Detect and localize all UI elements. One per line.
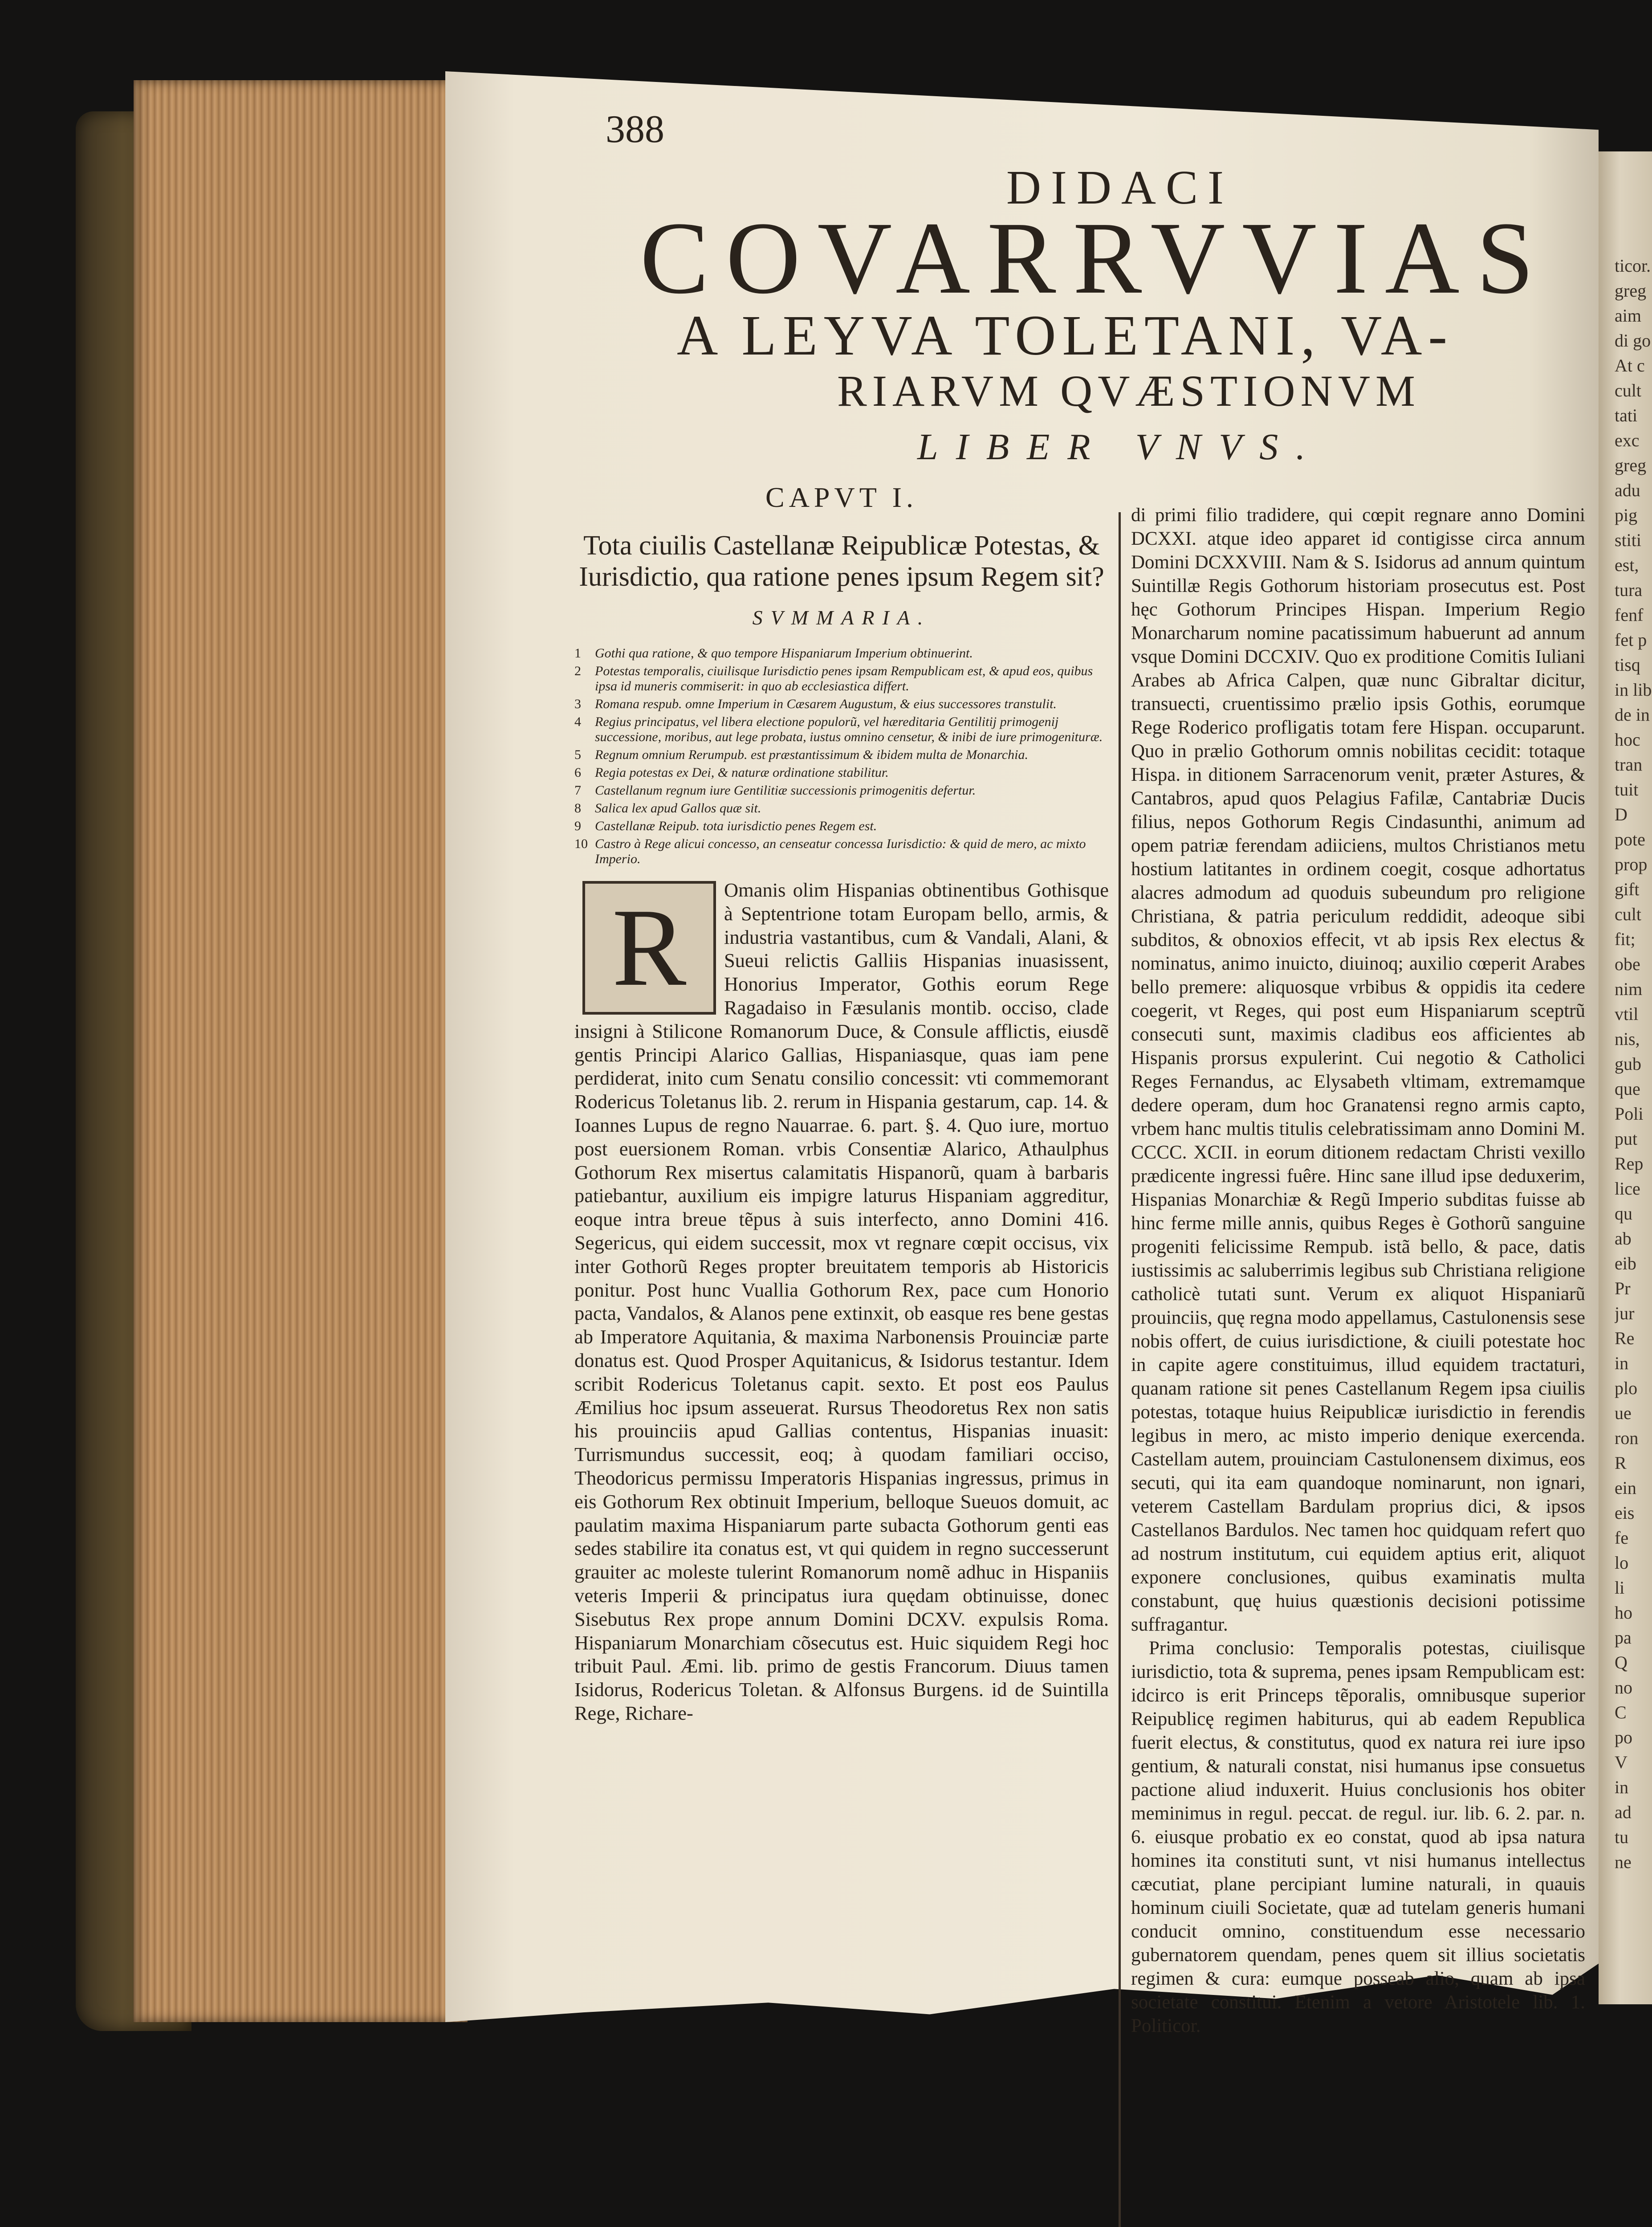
next-page-fragment: greg [1615,455,1647,475]
summaria-number: 9 [574,819,581,833]
next-page-fragment: C [1615,1702,1627,1722]
next-page-fragment: prop [1615,854,1648,874]
next-page-fragment: gift [1615,879,1640,899]
next-page-fragment: nis, [1615,1029,1640,1049]
next-page-fragment: ne [1615,1852,1632,1872]
next-page-fragment: no [1615,1677,1632,1697]
summaria-number: 1 [574,646,581,661]
next-page-fragment: aim [1615,306,1641,326]
next-page-fragment: pote [1615,829,1645,849]
next-page-edge [1599,151,1652,2004]
next-page-fragment: di go [1615,330,1651,351]
column-divider [1119,512,1121,2227]
summaria-heading: SVMMARIA. [752,606,931,629]
title-line-2: A LEYVA TOLETANI, VA- [677,304,1453,367]
summaria-item [574,783,1109,798]
next-page-fragment: fenf [1615,605,1644,625]
next-page-fragment: est, [1615,555,1639,575]
body-paragraph-right: di primi filio tradidere, qui cœpit regnare anno Domini DCXXI. atque ideo apparet id contigisse circa annum Domini DCXXVIII. Nam & S. Isidorus ad annum quintum Suintillæ Regis Gothorum historiam prosecutus est. Post hęc Gothorum Principes Hispan. Imperium Regio Monarcharum nomine pacatissimum habuerunt ad annum vsque Domini DCCXIV. Quo ex proditione Comitis Iuliani Arabes ab Africa Calpen, quæ nunc Gibraltar dicitur, transuecti, cruentissimo prælio ipsis Gothis, eorumque Rege Roderico profligatis totam fere Hispan. occuparunt. Quo in prælio Gothorum omnis nobilitas cecidit: totaque Hispa. in ditionem Sarracenorum venit, præter Astures, & Cantabros, apud quos Pelagius Fafilæ, Cantabriæ Ducis filius, nepos Gothorum Regis Cindasunthi, animum ad opem patriæ ferendam adiiciens, multos Christianos metu hostium latitantes in ordinem coegit, cosque adhortatus alacres admodum ad quoduis subeundum pro religione Christiana, & patria periculum reddidit, adeoque sibi subditos, & obnoxios effecit, vt ab ipsis Rex electus & nominatus, animo inuicto, diuinoq; auxilio cœperit Arabes bello premere: aliquosque vrbibus & oppidis ita cedere coegerit, vt Reges, qui post eum Hispaniarum sceptrũ consecuti sunt, maximis cladibus eos afficientes ab Hispanis prorsus expulerint. Cui negotio & Catholici Reges Fernandus, ac Elysabeth vltimam, extremamque dedere operam, dum hoc Granatensi regno armis capto, vrbem hanc multis titulis celebratissimam anno Domini M. CCCC. XCII. in eorum ditionem redactam Christi vexillo prædicente ingressi fuêre. Hinc sane illud ipse deduxerim, Hispanias Monarchiæ & Regũ Imperio subditas fuisse ab hinc ferme mille annis, quibus Reges è Gothorũ sanguine progeniti felicissime Rempub. istã bello, & pace, datis iustissimis ac saluberrimis legibus sub Christiana religione catholicè tutati sunt. Verum ex aliquot Hispaniarũ prouinciis, quę regna modo appellamus, Castulonensis sese nobis offert, de cuius iurisdictione, & ciuili potestate hoc in capite agere constituimus, illud equidem tractaturi, quanam ratione sit penes Castellanum Regem ipsa ciuilis potestas, totaque huius Reipublicæ iurisdictio in ferendis legibus in mero, ac misto imperio denique exercenda. Castellam autem, prouinciam Castulonensem diximus, eos secuti, qui ita eam quandoque nominarunt, non ignari, veterem Castellam Bardulam proprius dici, & ipsos Castellanos Bardulos. Nec tamen hoc quidquam refert quo ad nostrum institutum, cui equidem aptius erit, aliquot exponere conclusiones, quibus examinatis multa constabunt, quę huius quæstionis decisioni potissime suffragantur. [1131,505,1585,1635]
next-page-fragment: ein [1615,1478,1636,1498]
next-page-fragment: fet p [1615,630,1647,650]
summaria-text: Regia potestas ex Dei, & naturæ ordinatione stabilitur. [595,765,889,780]
body-text-left [574,878,1109,1725]
next-page-fragment: li [1615,1578,1625,1598]
next-page-fragment: plo [1615,1378,1638,1398]
next-page-fragment: in lib [1615,680,1652,700]
summaria-number: 7 [574,783,581,798]
next-page-fragment: stiti [1615,530,1642,550]
next-page-fragment: eib [1615,1253,1636,1273]
next-page-fragment: nim [1615,979,1643,999]
summaria-number: 10 [574,836,588,851]
next-page-fragment: hoc [1615,730,1640,750]
summaria-text: Regnum omnium Rerumpub. est præstantissimum & ibidem multa de Monarchia. [595,747,1028,762]
chapter-number: CAPVT I. [765,481,918,513]
next-page-fragment: exc [1615,430,1640,450]
title-author-forename: DIDACI [1006,161,1233,214]
next-page-fragment: ue [1615,1403,1632,1423]
next-page-fragment: gub [1615,1054,1641,1074]
next-page-fragment: tuit [1615,779,1639,799]
next-page-fragment: adu [1615,480,1640,500]
next-page-fragment: Rep [1615,1154,1644,1174]
next-page-fragment: Poli [1615,1104,1644,1124]
next-page-fragment: Pr [1615,1278,1631,1298]
summaria-number: 5 [574,747,581,762]
summaria-text: Salica lex apud Gallos quæ sit. [595,801,761,816]
summaria-item [574,646,1109,661]
next-page-fragment: de in [1615,705,1650,725]
next-page-fragment: ad [1615,1802,1632,1822]
right-column [1131,503,1585,2038]
next-page-fragment: greg [1615,281,1647,301]
summaria-item [574,714,1109,745]
next-page-fragment: ron [1615,1428,1639,1448]
next-page-fragment: ho [1615,1603,1632,1623]
next-page-fragment: At c [1615,355,1645,375]
next-page-fragment: pa [1615,1627,1632,1648]
next-page-fragment: fe [1615,1528,1629,1548]
body-paragraph-left: Omanis olim Hispanias obtinentibus Gothisque à Septentrione totam Europam bello, armis, & industria vastantibus, cum & Vandali, Alani, & Sueui relictis Galliis Hispanias inuasissent, Honorius Imperator, Gothis eorum Rege Ragadaiso in Fæsulanis montib. occiso, clade insigni à Stilicone Romanorum Duce, & Consule afflictis, eiusdẽ gentis Principi Alarico Gallias, Hispaniasque, quas iam pene perdiderat, inito cum Senatu consilio concessit: vti commemorant Rodericus Toletanus lib. 2. rerum in Hispania gestarum, cap. 14. & Ioannes Lupus de regno Nauarrae. 6. part. §. 4. Quo iure, mortuo post euersionem Roman. vrbis Consentiæ Alarico, Athaulphus Gothorum Rex misertus calamitatis Hispanorũ, quam à barbaris patiebantur, auxilium eis impigre laturus Hispaniam aggreditur, eoque intra breue tẽpus à suis interfecto, anno Domini 416. Segericus, qui eidem successit, mox vt regnare cœpit occisus, vix inter Gothorũ Reges propter breuitatem temporis ab Historicis ponitur. Post hunc Vuallia Gothorum Rex, pace cum Honorio pacta, Vandalos, & Alanos pene extinxit, ob easque res bene gestas ab Imperatore Aquitania, & maxima Narbonensis Prouinciæ parte donatus est. Quod Prosper Aquitanicus, & Isidorus testantur. Idem scribit Rodericus Toletanus capit. sexto. Et post eos Paulus Æmilius hoc ipsum asseuerat. Rursus Theodoretus Rex non satis his prouinciis apud Gallias contentus, Hispanias inuasit: Turrismundus successit, eoq; à quodam familiari occiso, Theodoricus permissu Imperatoris Hispanias ingressus, primus in eis Gothorum Rex obtinuit Imperium, belloque Sueuos domuit, ac paulatim maxima Hispaniarum parte subacta Gothorum genti eas sedes stabilire ita conatus est, vt qui quidem in regno successerunt grauiter ac moleste tulerint Romanorum nomẽ adhuc in Hispaniis veteris Imperii & principatus iura quędam obtinuisse, donec Sisebutus Rex prope annum Domini DCXV. expulsis Roma. Hispaniarum Monarchiam cõsecutus est. Huic siquidem Regi hoc tribuit Paul. Æmi. lib. primo de gestis Francorum. Diuus tamen Isidorus, Rodericus Toletan. & Alfonsus Burgens. id de Suintilla Rege, Richare- [574,879,1109,1724]
next-page-fragment: vtil [1615,1004,1639,1024]
summaria-text: Castellanæ Reipub. tota iurisdictio penes Regem est. [595,819,877,833]
next-page-fragment: ab [1615,1228,1632,1248]
next-page-fragment: que [1615,1079,1640,1099]
next-page-fragment: Q [1615,1652,1628,1672]
summaria-item [574,747,1109,763]
page-number: 388 [606,108,664,151]
next-page-fragment: fit; [1615,929,1636,949]
next-page-fragment: tisq [1615,655,1640,675]
next-page-fragment: R [1615,1453,1627,1473]
next-page-fragment: in [1615,1353,1629,1373]
next-page-fragment: pig [1615,505,1638,525]
summaria-number: 6 [574,765,581,780]
summaria-item [574,819,1109,834]
next-page-fragment: in [1615,1777,1629,1797]
page-edges [134,80,468,2022]
next-page-fragment: tran [1615,755,1643,775]
next-page-fragment: tu [1615,1827,1629,1847]
next-page-fragment: qu [1615,1203,1632,1224]
title-author-surname: COVARRVVIAS [640,201,1551,315]
next-page-fragment: cult [1615,904,1641,924]
drop-cap-initial: R [582,881,716,1015]
next-page-fragment: ticor. [1615,256,1651,276]
next-page-fragment: tati [1615,405,1638,425]
liber-heading: LIBER VNVS. [917,426,1323,468]
next-page-fragment: D [1615,804,1628,824]
summaria-item [574,801,1109,816]
summaria-list [574,646,1109,867]
next-page-fragment: tura [1615,580,1643,600]
summaria-number: 8 [574,801,581,816]
left-column [574,481,1109,1725]
next-page-fragment: po [1615,1727,1632,1747]
next-page-fragment: put [1615,1129,1638,1149]
next-page-fragment: V [1615,1752,1628,1772]
summaria-text: Castellanum regnum iure Gentilitiæ successionis primogenitis defertur. [595,783,976,798]
prima-conclusio-paragraph: Prima conclusio: Temporalis potestas, ciuilisque iurisdictio, tota & suprema, penes ipsam Rempublicam est: idcirco is erit Princeps tẽporalis, omnibusque superior Reipublicę regimen habiturus, qui ab eadem Republica fuerit electus, & constitutus, quod ex natura rei iure ipso gentium, & naturali constat, nisi humanus ipse consuetus pactione aliud induxerit. Huius conclusionis hos obiter meminimus in regul. peccat. de regul. iur. lib. 6. 2. par. n. 6. eiusque probatio ex eo constat, quod ab ipsa natura homines ita constituti sunt, vt nisi humanus intellectus cæcutiat, plane percipiant lumine naturali, in quauis hominum ciuili Societate, quæ ad tutelam generis humani conducit omnino, constituendum esse necessario gubernatorem quendam, penes quem sit illius societatis regimen & cura: eumque posseab alio, quam ab ipsa societate constitui. Etenim a vetore Aristotele lib. 1. Politicor. [1131,1638,1585,2036]
next-page-fragment: cult [1615,380,1641,400]
summaria-number: 4 [574,714,581,729]
summaria-item [574,765,1109,780]
next-page-fragment: obe [1615,954,1640,974]
next-page-fragment: lo [1615,1553,1629,1573]
summaria-item [574,664,1109,694]
next-page-fragment: Re [1615,1328,1635,1348]
next-page-fragment: eis [1615,1503,1635,1523]
summaria-text: Potestas temporalis, ciuilisque Iurisdictio penes ipsam Rempublicam est, & apud eos, quibus ipsa id muneris commiserit: in quo ab ecclesiastica differt. [595,664,1093,693]
next-page-fragment: jur [1615,1303,1635,1323]
summaria-text: Regius principatus, vel libera electione populorũ, vel hæreditaria Gentilitij primogenij successione, moribus, aut lege probata, iustus omnino censetur, & inibi de iure primogenituræ. [595,714,1103,744]
summaria-number: 2 [574,664,581,678]
next-page-fragment: lice [1615,1179,1640,1199]
summaria-text: Castro à Rege alicui concesso, an censeatur concessa Iurisdictio: & quid de mero, ac mixto Imperio. [595,836,1086,866]
summaria-item [574,836,1109,867]
summaria-text: Romana respub. omne Imperium in Cæsarem Augustum, & eius successores transtulit. [595,697,1057,711]
summaria-number: 3 [574,697,581,711]
summaria-item [574,697,1109,712]
summaria-text: Gothi qua ratione, & quo tempore Hispaniarum Imperium obtinuerint. [595,646,973,661]
title-line-3: RIARVM QVÆSTIONVM [837,366,1420,416]
chapter-title: Tota ciuilis Castellanæ Reipublicæ Potestas, & Iurisdictio, qua ratione penes ipsum Regem sit? [579,530,1104,592]
